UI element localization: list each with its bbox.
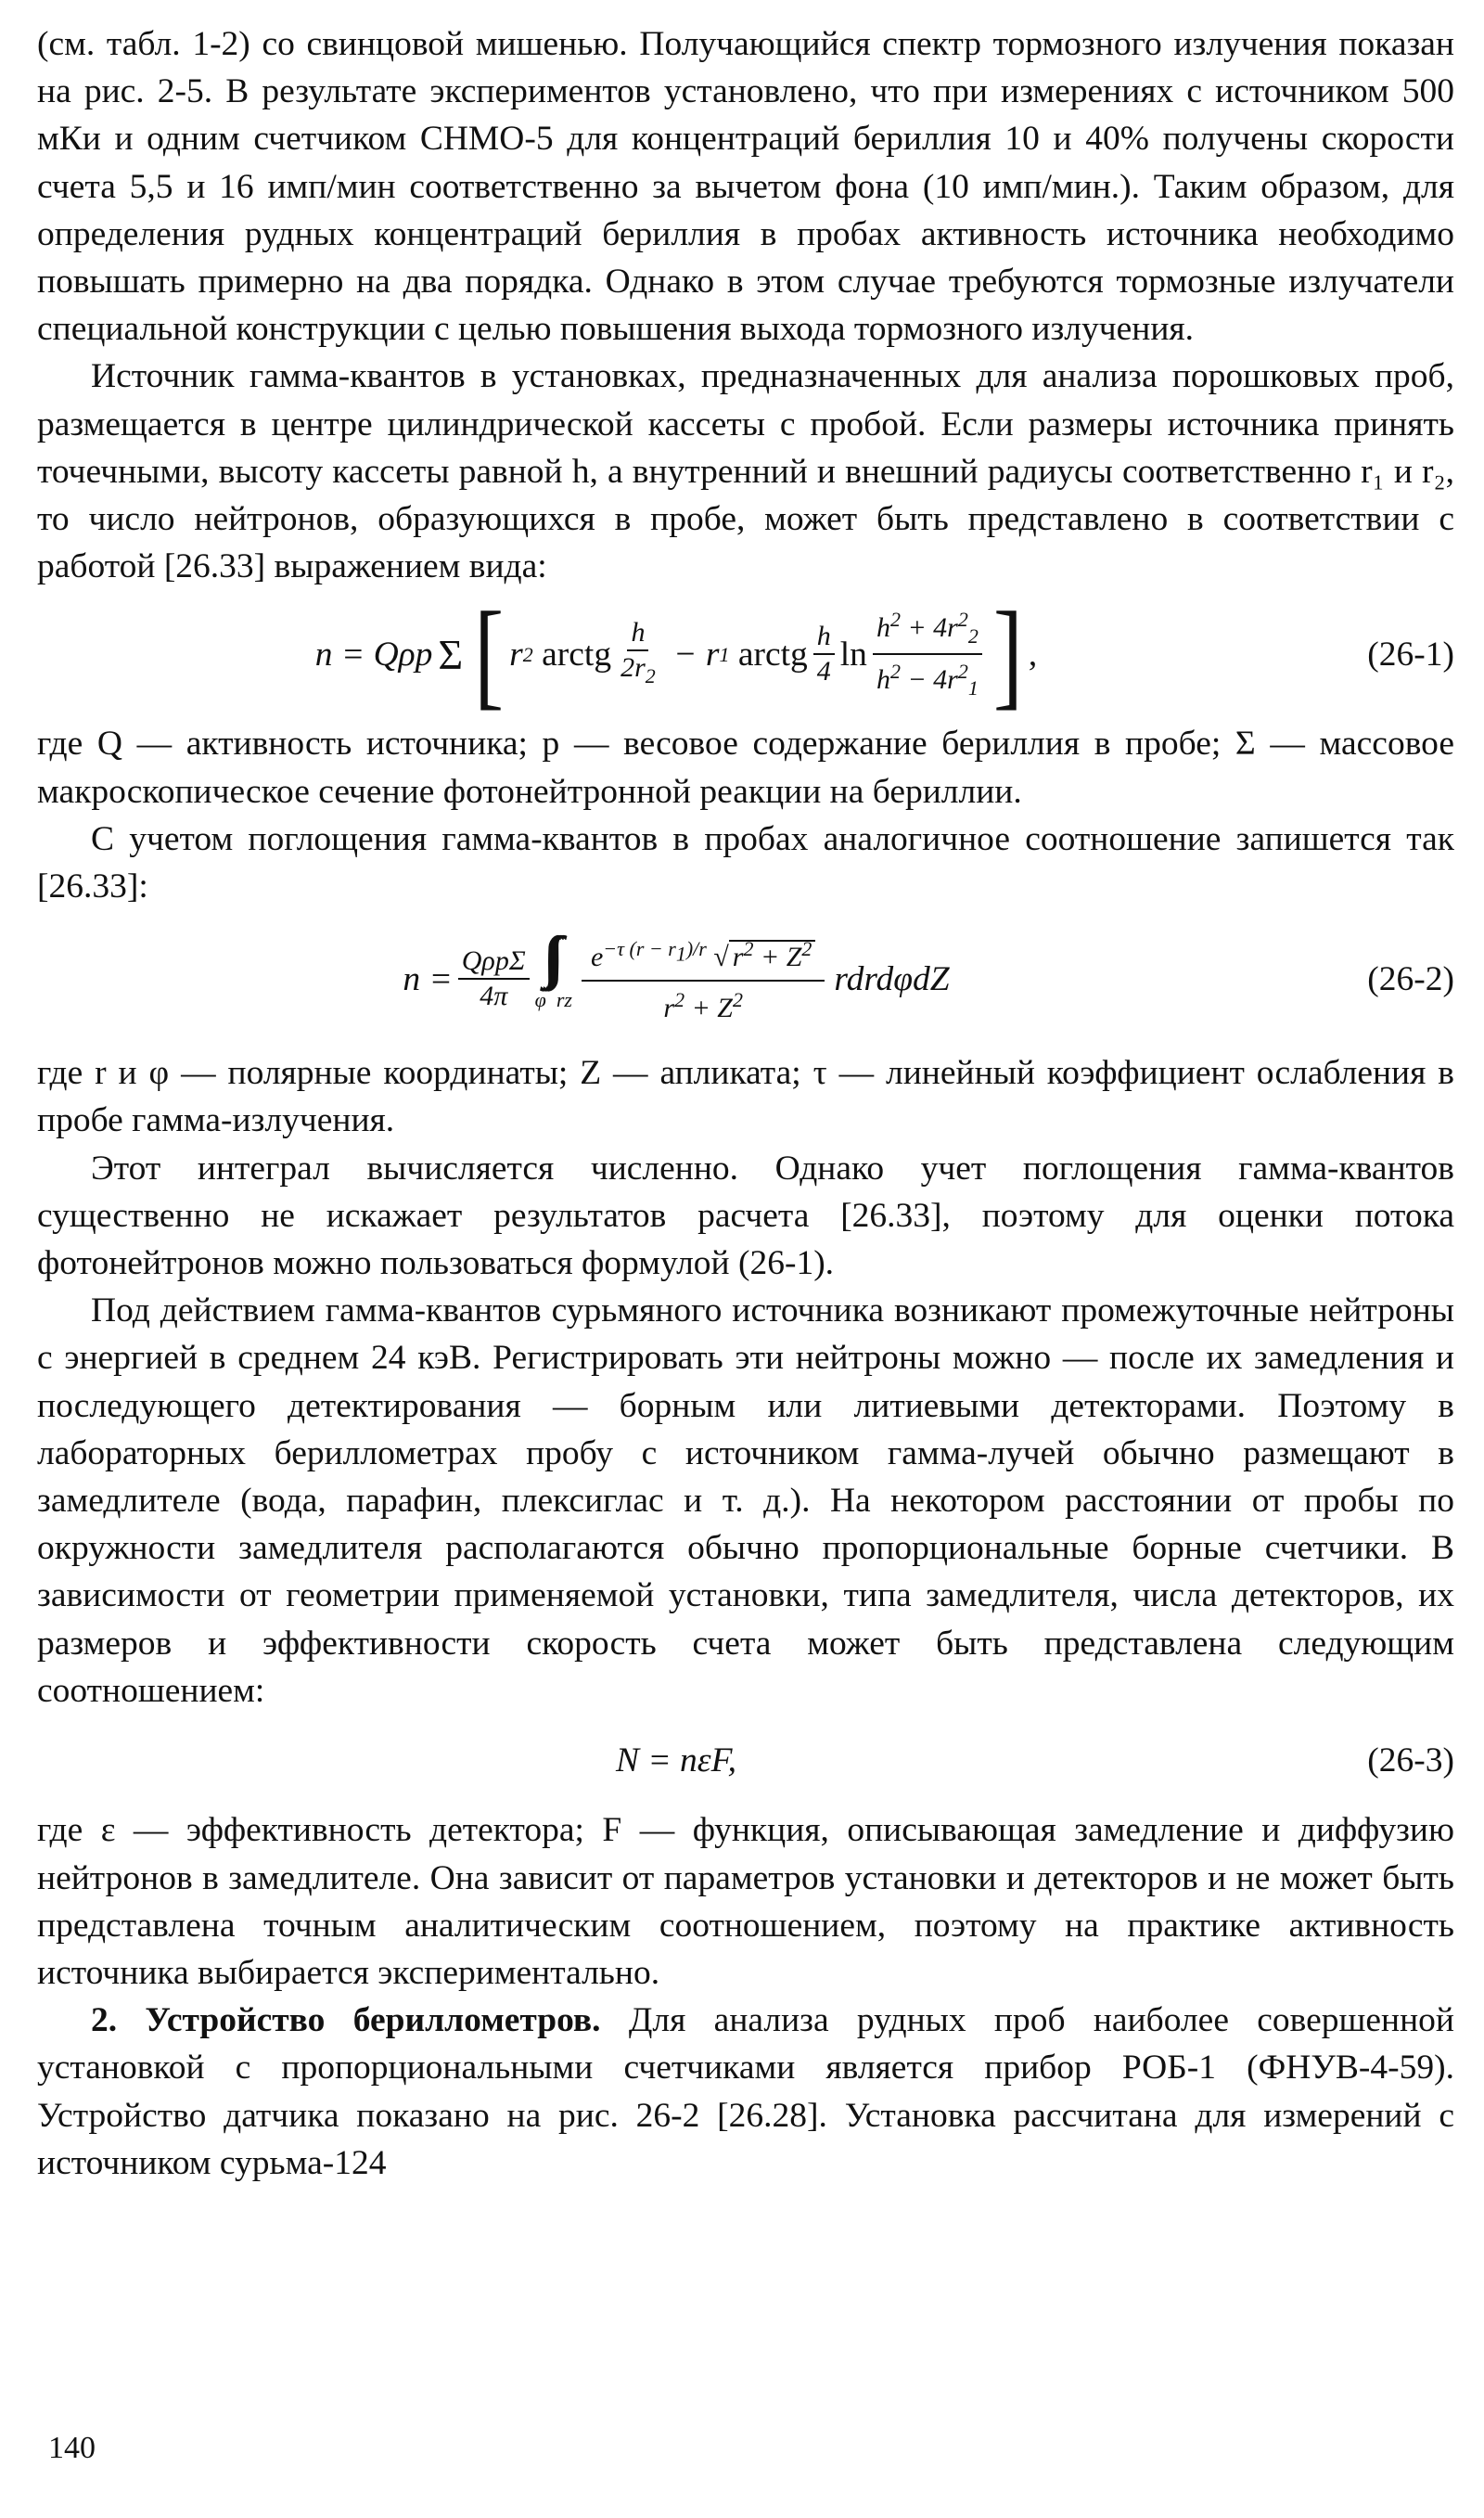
paragraph-5: где r и φ — полярные координаты; Z — апликата; τ — линейный коэффициент ослабления в пробе гамма-излучения. <box>37 1054 1454 1140</box>
equation-26-1-number: (26-1) <box>1367 635 1454 674</box>
paragraph-7: Под действием гамма-квантов сурьмяного источника возникают промежуточные нейтроны с энергией в среднем 24 кэВ. Регистрировать эти нейтроны можно — после их замедления и последующего детектирования — борным или литиевыми детекторами. Поэтому в лабораторных бериллометрах пробу с источником гамма-лучей обычно размещают в замедлителе (вода, парафин, плексиглас и т. д.). На некотором расстоянии от пробы по окружности замедлителя располагаются обычно пропорциональные борные счетчики. В зависимости от геометрии применяемой установки, типа замедлителя, числа детекторов, их размеров и эффективности скорость счета может быть представлена следующим соотношением: <box>37 1291 1454 1710</box>
page-number: 140 <box>48 2431 96 2465</box>
equation-26-1 <box>37 586 1454 721</box>
paragraph-4: С учетом поглощения гамма-квантов в пробах аналогичное соотношение запишется так [26.33]: <box>37 819 1454 906</box>
paragraph-9-body: Для анализа рудных проб наиболее совершенной установкой с пропорциональными счетчиками является прибор РОБ-1 (ФНУВ-4-59). Устройство датчика показано на рис. 26-2 [26.28]. Установка рассчитана для измерений с источником сурьма-124 <box>37 2001 1454 2182</box>
equation-26-3 <box>37 1737 1454 1784</box>
equation-26-2 <box>37 926 1454 1027</box>
paragraph-6: Этот интеграл вычисляется численно. Однако учет поглощения гамма-квантов существенно не искажает результатов расчета [26.33], поэтому для оценки потока фотонейтронов можно пользоваться формулой (26-1). <box>37 1149 1454 1283</box>
equation-26-2-number: (26-2) <box>1367 959 1454 998</box>
section-heading: 2. Устройство бериллометров. <box>91 2001 601 2040</box>
equation-26-1-body: n = Qρp Σ [ r 2 arctg $\frac{h}{2r_2}$ − r 1 arctg $\frac{h}{4}$ ln $\frac{h^2 + 4r^2_2}{h^2 - 4r^2_1}$ ] , <box>314 586 1038 721</box>
paragraph-2: Источник гамма-квантов в установках, предназначенных для анализа порошковых проб, размещается в центре цилиндрической кассеты с пробой. Если размеры источника принять точечными, высоту кассеты равной h, а внутренний и внешний радиусы соответственно r₁ и r₂, то число нейтронов, образующихся в пробе, может быть представлено в соответствии с работой [26.33] выражением вида: <box>37 357 1454 586</box>
paragraph-1: (см. табл. 1-2) со свинцовой мишенью. Получающийся спектр тормозного излучения показан на рис. 2-5. В результате экспериментов установлено, что при измерениях с источником 500 мКи и одним счетчиком СНМО-5 для концентраций бериллия 10 и 40% получены скорости счета 5,5 и 16 имп/мин соответственно за вычетом фона (10 имп/мин.). Таким образом, для определения рудных концентраций бериллия в пробах активность источника необходимо повышать примерно на два порядка. Однако в этом случае требуются тормозные излучатели специальной конструкции с целью повышения выхода тормозного излучения. <box>37 25 1454 349</box>
equation-26-3-body: N = nεF, <box>615 1741 737 1780</box>
equation-26-3-number: (26-3) <box>1367 1741 1454 1780</box>
paragraph-9 <box>37 1997 1454 2187</box>
equation-26-2-body: n = $\frac{\text{QρpΣ}}{4\pi}$ ∫∫∫ φ rz $\frac{e^{-\tau (r - r1)/r} √ r^2 + Z^2}{r^2 + Z^2}$ rdrdφdZ <box>403 926 950 1024</box>
paragraph-8: где ε — эффективность детектора; F — функция, описывающая замедление и диффузию нейтронов в замедлителе. Она зависит от параметров установки и детекторов и не может быть представлена точным аналитическим соотношением, поэтому на практике активность источника выбирается экспериментально. <box>37 1811 1454 1992</box>
page-text <box>37 20 1454 2187</box>
paragraph-3: где Q — активность источника; p — весовое содержание бериллия в пробе; Σ — массовое макроскопическое сечение фотонейтронной реакции на бериллии. <box>37 725 1454 811</box>
